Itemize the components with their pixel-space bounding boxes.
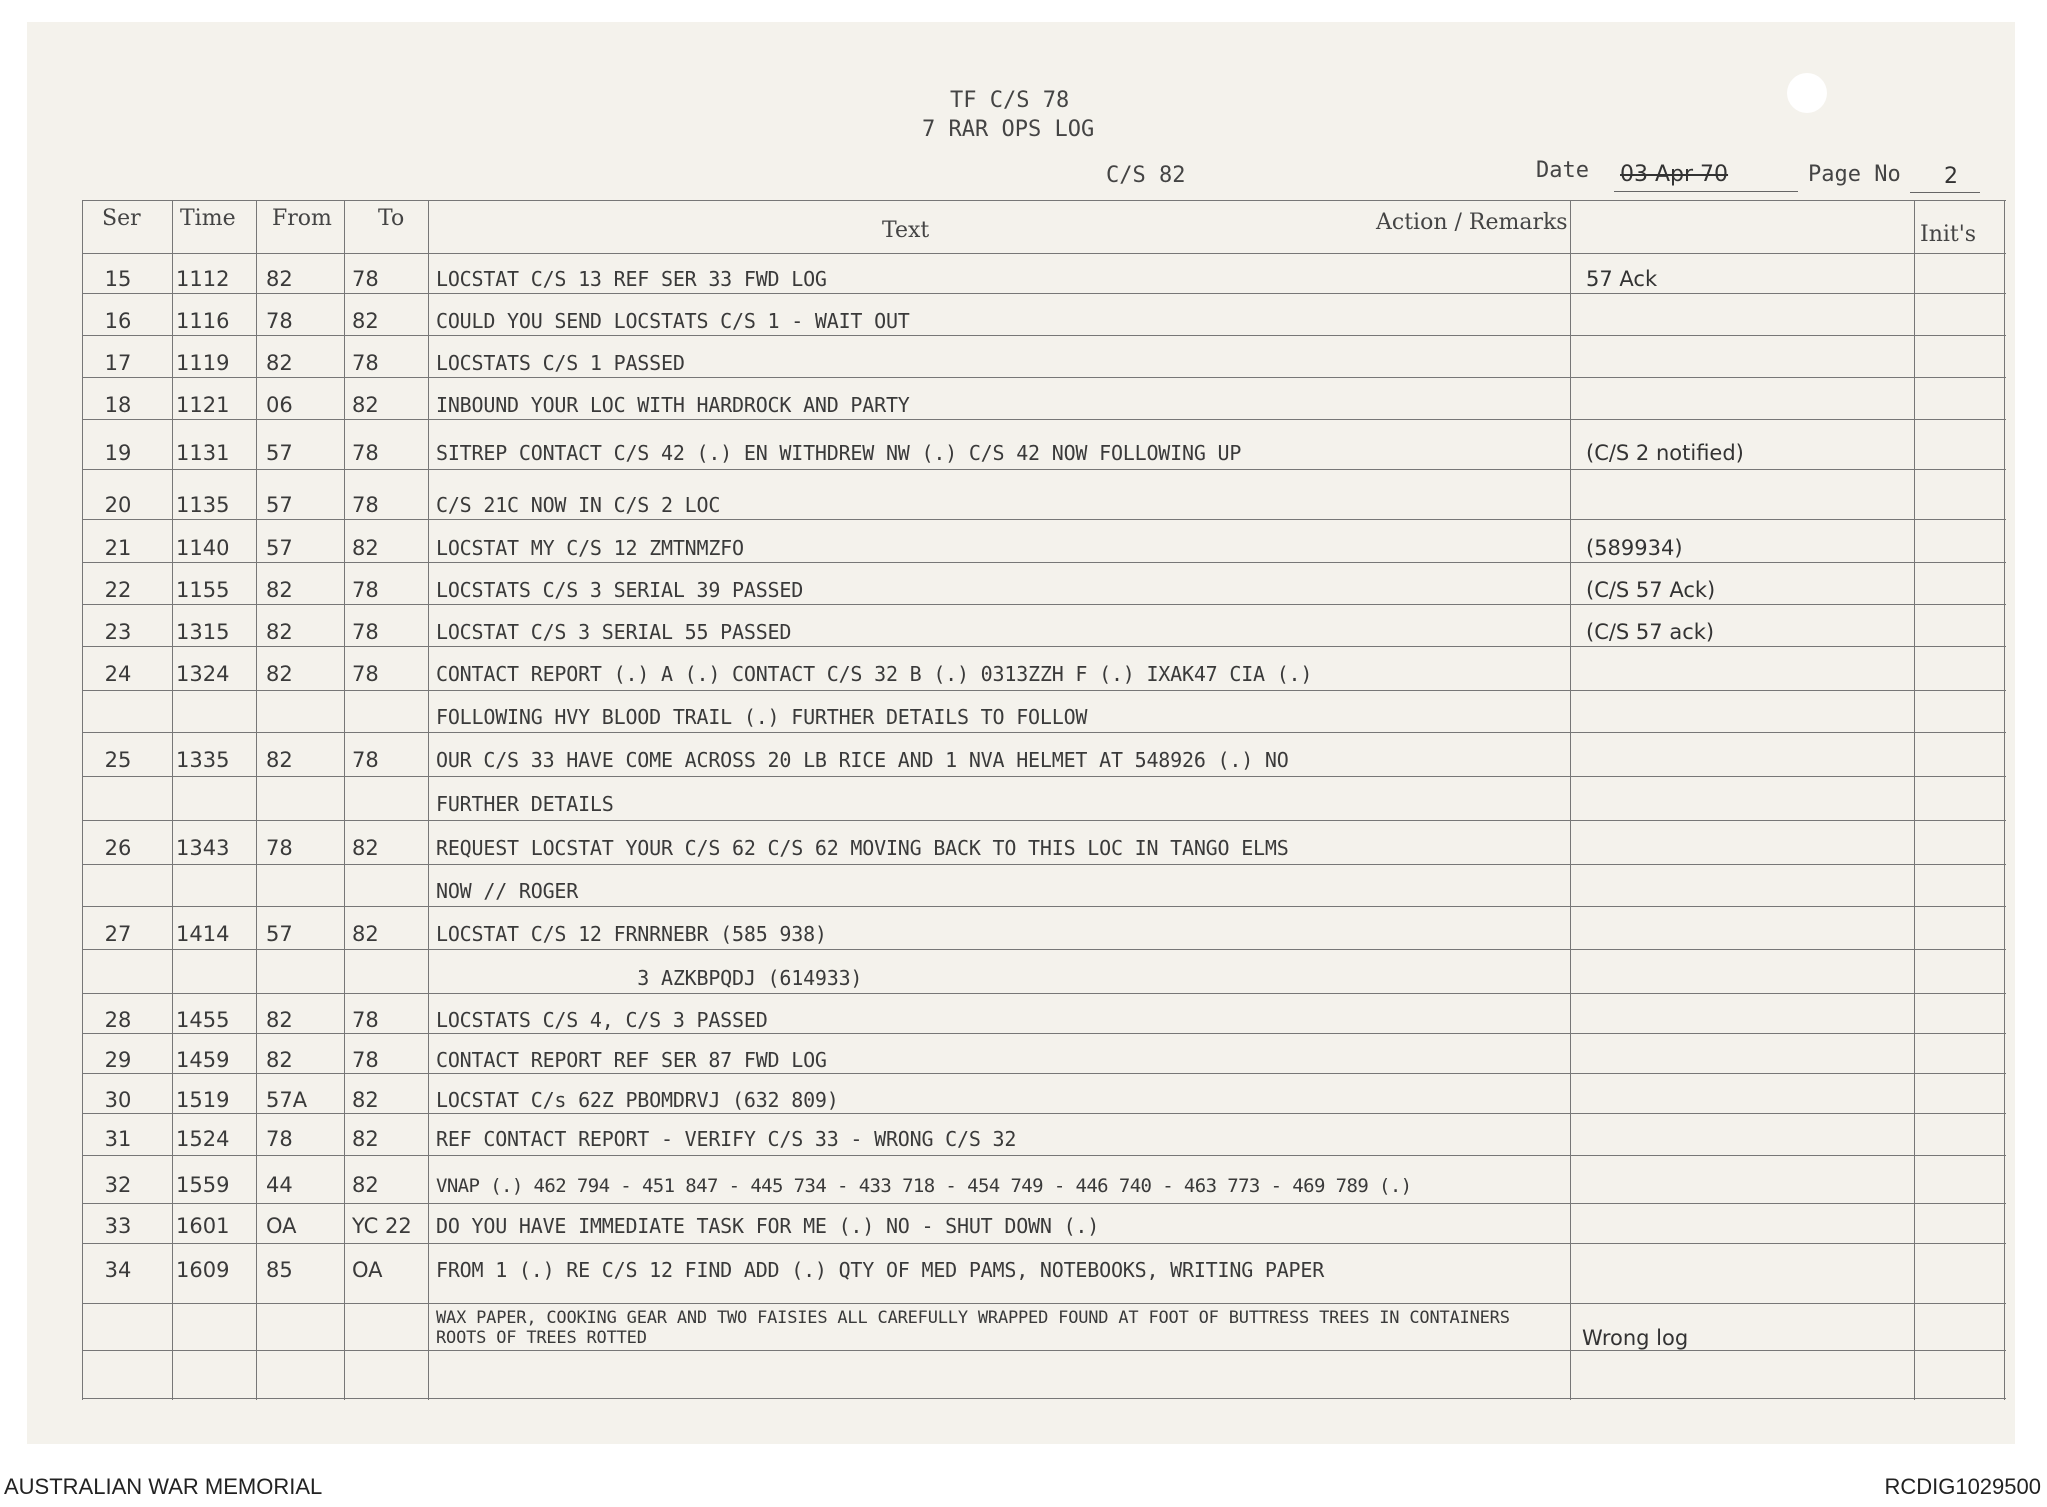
ser-cell: 33: [104, 1214, 132, 1238]
from-cell: 85: [266, 1258, 293, 1282]
from-cell: 06: [266, 393, 293, 417]
table-row: [82, 691, 2006, 731]
time-cell: 1559: [176, 1173, 230, 1197]
row-line: [82, 1155, 2006, 1156]
time-cell: 1609: [176, 1258, 230, 1282]
text-cell: VNAP (.) 462 794 - 451 847 - 445 734 - 433 718 - 454 749 - 446 740 - 463 773 - 469 789 (.): [436, 1175, 1412, 1197]
from-cell: 82: [266, 748, 293, 772]
to-cell: 82: [352, 1173, 379, 1197]
time-cell: 1140: [176, 536, 230, 560]
archive-footer-left: AUSTRALIAN WAR MEMORIAL: [4, 1474, 323, 1499]
text-cell: FROM 1 (.) RE C/S 12 FIND ADD (.) QTY OF MED PAMS, NOTEBOOKS, WRITING PAPER: [436, 1258, 1325, 1282]
time-cell: 1119: [176, 351, 230, 375]
col-header-to: To: [378, 206, 405, 231]
text-cell: LOCSTAT C/S 12 FRNRNEBR (585 938): [436, 922, 827, 946]
header-callsign: C/S 82: [1106, 163, 1186, 188]
ser-cell: 24: [104, 662, 132, 686]
time-cell: 1131: [176, 441, 230, 465]
row-line: [82, 419, 2006, 420]
text-cell: FURTHER DETAILS: [436, 792, 614, 816]
action-cell: 57 Ack: [1586, 267, 1658, 291]
header-title-line2: 7 RAR OPS LOG: [922, 117, 1095, 142]
action-cell: Wrong log: [1582, 1326, 1689, 1350]
time-cell: 1315: [176, 620, 230, 644]
from-cell: 82: [266, 1008, 293, 1032]
to-cell: 82: [352, 309, 379, 333]
table-row: [82, 1113, 2006, 1153]
to-cell: 78: [352, 1048, 379, 1072]
table-row: [82, 648, 2006, 688]
to-cell: 82: [352, 1127, 379, 1151]
text-cell: LOCSTAT MY C/S 12 ZMTNMZFO: [436, 536, 744, 560]
date-underline: [1614, 191, 1798, 192]
table-row: [82, 606, 2006, 646]
table-row: [82, 952, 2006, 992]
table-bottom-border: [82, 1398, 2006, 1399]
col-header-time: Time: [180, 206, 236, 231]
ser-cell: 16: [104, 309, 132, 333]
table-row: [82, 379, 2006, 419]
text-cell: REQUEST LOCSTAT YOUR C/S 62 C/S 62 MOVING BACK TO THIS LOC IN TANGO ELMS: [436, 836, 1289, 860]
action-cell: (589934): [1586, 536, 1683, 560]
time-cell: 1414: [176, 922, 230, 946]
time-cell: 1335: [176, 748, 230, 772]
from-cell: 78: [266, 836, 293, 860]
ser-cell: 29: [104, 1048, 132, 1072]
from-cell: 57: [266, 922, 293, 946]
row-line: [82, 732, 2006, 733]
from-cell: 82: [266, 351, 293, 375]
from-cell: OA: [266, 1214, 297, 1238]
time-cell: 1324: [176, 662, 230, 686]
to-cell: OA: [352, 1258, 383, 1282]
text-cell: COULD YOU SEND LOCSTATS C/S 1 - WAIT OUT: [436, 309, 910, 333]
ser-cell: 26: [104, 836, 132, 860]
ser-cell: 28: [104, 1008, 132, 1032]
from-cell: 44: [266, 1173, 293, 1197]
ser-cell: 27: [104, 922, 132, 946]
text-cell: LOCSTATS C/S 4, C/S 3 PASSED: [436, 1008, 768, 1032]
table-row: [82, 522, 2006, 562]
ser-cell: 22: [104, 578, 132, 602]
row-line: [82, 604, 2006, 605]
ser-cell: 20: [104, 493, 132, 517]
text-cell: CONTACT REPORT (.) A (.) CONTACT C/S 32 B (.) 0313ZZH F (.) IXAK47 CIA (.): [436, 662, 1313, 686]
time-cell: 1155: [176, 578, 230, 602]
from-cell: 82: [266, 662, 293, 686]
table-row: [82, 1244, 2006, 1284]
row-line: [82, 949, 2006, 950]
date-value: 03 Apr 70: [1620, 162, 1729, 187]
col-header-from: From: [272, 206, 332, 231]
table-row: [82, 778, 2006, 818]
table-row: [82, 734, 2006, 774]
ser-cell: 32: [104, 1173, 132, 1197]
from-cell: 57: [266, 441, 293, 465]
ser-cell: 30: [104, 1088, 132, 1112]
action-cell: (C/S 57 Ack): [1586, 578, 1716, 602]
to-cell: 82: [352, 1088, 379, 1112]
row-line: [82, 646, 2006, 647]
ser-cell: 19: [104, 441, 132, 465]
text-cell: NOW // ROGER: [436, 879, 579, 903]
text-cell: DO YOU HAVE IMMEDIATE TASK FOR ME (.) NO - SHUT DOWN (.): [436, 1214, 1100, 1238]
to-cell: 82: [352, 536, 379, 560]
to-cell: 78: [352, 1008, 379, 1032]
table-row: [82, 994, 2006, 1034]
time-cell: 1135: [176, 493, 230, 517]
table-row: [82, 427, 2006, 467]
time-cell: 1112: [176, 267, 230, 291]
text-cell: FOLLOWING HVY BLOOD TRAIL (.) FURTHER DETAILS TO FOLLOW: [436, 705, 1088, 729]
text-cell: REF CONTACT REPORT - VERIFY C/S 33 - WRONG C/S 32: [436, 1127, 1017, 1151]
from-cell: 82: [266, 1048, 293, 1072]
to-cell: 78: [352, 662, 379, 686]
header-title-line1: TF C/S 78: [950, 88, 1070, 113]
from-cell: 78: [266, 309, 293, 333]
row-line: [82, 469, 2006, 470]
to-cell: 78: [352, 620, 379, 644]
text-cell: 3 AZKBPQDJ (614933): [436, 966, 863, 990]
ser-cell: 31: [104, 1127, 132, 1151]
table-row: [82, 1159, 2006, 1199]
to-cell: 78: [352, 493, 379, 517]
to-cell: 82: [352, 393, 379, 417]
punch-hole: [1787, 73, 1827, 113]
text-cell: LOCSTATS C/S 1 PASSED: [436, 351, 685, 375]
to-cell: 78: [352, 351, 379, 375]
row-line: [82, 906, 2006, 907]
page-value: 2: [1944, 164, 1958, 189]
date-label: Date: [1536, 158, 1589, 183]
ser-cell: 18: [104, 393, 132, 417]
from-cell: 57: [266, 493, 293, 517]
action-cell: (C/S 57 ack): [1586, 620, 1715, 644]
time-cell: 1121: [176, 393, 230, 417]
text-cell: C/S 21C NOW IN C/S 2 LOC: [436, 493, 721, 517]
ser-cell: 17: [104, 351, 132, 375]
ops-log-table: [82, 200, 2006, 1400]
table-row: [82, 822, 2006, 862]
to-cell: YC 22: [352, 1214, 412, 1238]
to-cell: 78: [352, 441, 379, 465]
table-row: [82, 337, 2006, 377]
table-row: [82, 1304, 2006, 1352]
text-cell: LOCSTATS C/S 3 SERIAL 39 PASSED: [436, 578, 804, 602]
time-cell: 1116: [176, 309, 230, 333]
ser-cell: 34: [104, 1258, 132, 1282]
time-cell: 1601: [176, 1214, 230, 1238]
text-cell: SITREP CONTACT C/S 42 (.) EN WITHDREW NW (.) C/S 42 NOW FOLLOWING UP: [436, 441, 1242, 465]
to-cell: 78: [352, 267, 379, 291]
col-header-inits: Init's: [1920, 222, 1977, 247]
table-row: [82, 1034, 2006, 1074]
to-cell: 78: [352, 578, 379, 602]
ser-cell: 21: [104, 536, 132, 560]
time-cell: 1455: [176, 1008, 230, 1032]
row-line: [82, 519, 2006, 520]
time-cell: 1519: [176, 1088, 230, 1112]
text-cell: INBOUND YOUR LOC WITH HARDROCK AND PARTY: [436, 393, 910, 417]
time-cell: 1524: [176, 1127, 230, 1151]
col-header-action: Action / Remarks: [1376, 210, 1568, 235]
from-cell: 82: [266, 267, 293, 291]
table-top-border: [82, 200, 2006, 201]
col-header-ser: Ser: [102, 206, 141, 231]
page-underline: [1910, 192, 1980, 193]
action-cell: (C/S 2 notified): [1586, 441, 1744, 465]
table-row: [82, 1200, 2006, 1240]
row-line: [82, 776, 2006, 777]
row-line: [82, 377, 2006, 378]
ser-cell: 25: [104, 748, 132, 772]
archive-footer-right: RCDIG1029500: [1884, 1474, 2041, 1499]
time-cell: 1459: [176, 1048, 230, 1072]
text-cell: WAX PAPER, COOKING GEAR AND TWO FAISIES ALL CAREFULLY WRAPPED FOUND AT FOOT OF BUTTRESS TREES IN CONTAINERS ROOTS OF TREES ROTTED: [436, 1308, 1510, 1348]
time-cell: 1343: [176, 836, 230, 860]
row-line: [82, 293, 2006, 294]
text-cell: OUR C/S 33 HAVE COME ACROSS 20 LB RICE AND 1 NVA HELMET AT 548926 (.) NO: [436, 748, 1289, 772]
table-row: [82, 295, 2006, 335]
row-line: [82, 820, 2006, 821]
to-cell: 78: [352, 748, 379, 772]
col-header-text: Text: [882, 218, 930, 243]
from-cell: 78: [266, 1127, 293, 1151]
table-row: [82, 564, 2006, 604]
row-line: [82, 335, 2006, 336]
ser-cell: 15: [104, 267, 132, 291]
to-cell: 82: [352, 836, 379, 860]
page-label: Page No: [1808, 162, 1901, 187]
from-cell: 82: [266, 578, 293, 602]
text-cell: CONTACT REPORT REF SER 87 FWD LOG: [436, 1048, 827, 1072]
to-cell: 82: [352, 922, 379, 946]
table-row: [82, 1074, 2006, 1114]
table-row: [82, 865, 2006, 905]
row-line: [82, 562, 2006, 563]
table-row: [82, 253, 2006, 293]
from-cell: 57A: [266, 1088, 308, 1112]
table-row: [82, 479, 2006, 519]
text-cell: LOCSTAT C/S 13 REF SER 33 FWD LOG: [436, 267, 827, 291]
ser-cell: 23: [104, 620, 132, 644]
text-cell: LOCSTAT C/s 62Z PBOMDRVJ (632 809): [436, 1088, 839, 1112]
from-cell: 57: [266, 536, 293, 560]
from-cell: 82: [266, 620, 293, 644]
table-row: [82, 908, 2006, 948]
text-cell: LOCSTAT C/S 3 SERIAL 55 PASSED: [436, 620, 792, 644]
